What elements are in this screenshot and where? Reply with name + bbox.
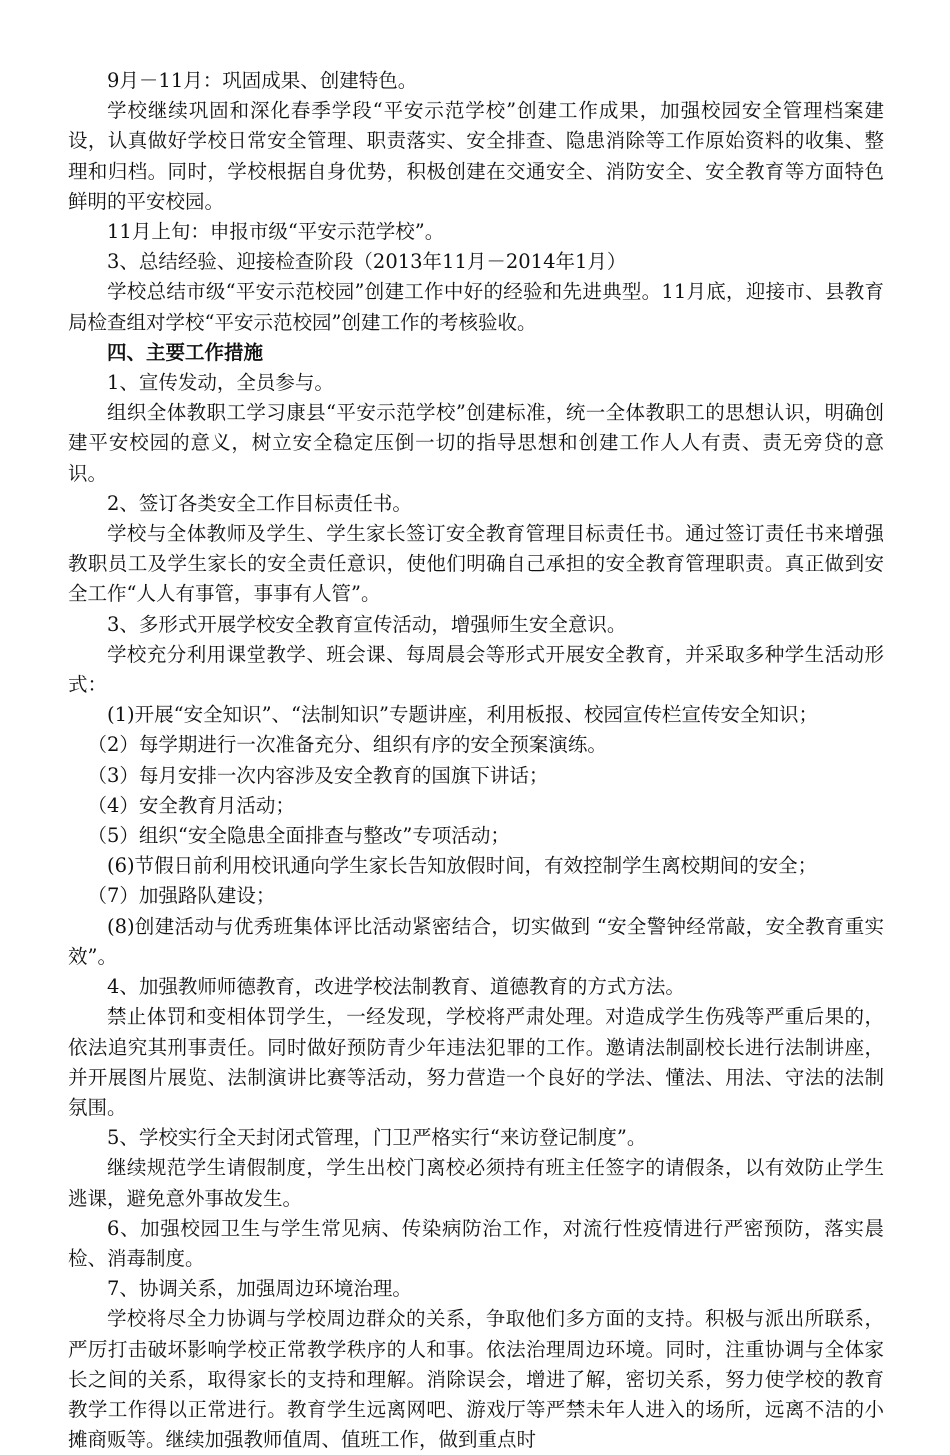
section-heading: 四、主要工作措施 [107,340,264,364]
paragraph: 禁止体罚和变相体罚学生，一经发现，学校将严肃处理。对造成学生伤残等严重后果的，依法追究其刑事责任。同时做好预防青少年违法犯罪的工作。邀请法制副校长进行法制讲座，并开展图片展览、法制演讲比赛等活动，努力营造一个良好的学法、懂法、用法、守法的法制氛围。 [68,1005,884,1119]
list-item: (8)创建活动与优秀班集体评比活动紧密结合，切实做到 “安全警钟经常敲，安全教育重实效”。 [68,914,884,968]
paragraph: 6、加强校园卫生与学生常见病、传染病防治工作，对流行性疫情进行严密预防，落实晨检、消毒制度。 [68,1216,884,1270]
list-item: (6)节假日前利用校讯通向学生家长告知放假时间，有效控制学生离校期间的安全； [107,854,818,878]
paragraph: 学校与全体教师及学生、学生家长签订安全教育管理目标责任书。通过签订责任书来增强教职员工及学生家长的安全责任意识，使他们明确自己承担的安全教育管理职责。真正做到安全工作“人人有事管，事事有人管”。 [68,522,884,606]
paragraph: 5、学校实行全天封闭式管理，门卫严格实行“来访登记制度”。 [107,1126,647,1150]
paragraph: 学校总结市级“平安示范校园”创建工作中好的经验和先进典型。11月底，迎接市、县教育局检查组对学校“平安示范校园”创建工作的考核验收。 [68,280,884,334]
list-item: （2）每学期进行一次准备充分、组织有序的安全预案演练。 [87,733,607,757]
paragraph: 7、协调关系，加强周边环境治理。 [107,1277,412,1301]
paragraph: 3、多形式开展学校安全教育宣传活动，增强师生安全意识。 [107,612,627,636]
paragraph: 组织全体教职工学习康县“平安示范学校”创建标准，统一全体教职工的思想认识，明确创建平安校园的意义，树立安全稳定压倒一切的指导思想和创建工作人人有责、责无旁贷的意识。 [68,401,884,485]
paragraph: 4、加强教师师德教育，改进学校法制教育、道德教育的方式方法。 [107,975,685,999]
list-item: （7）加强路队建设； [87,884,276,908]
paragraph: 学校将尽全力协调与学校周边群众的关系，争取他们多方面的支持。积极与派出所联系，严厉打击破坏影响学校正常教学秩序的人和事。依法治理周边环境。同时，注重协调与全体家长之间的关系，取得家长的支持和理解。消除误会，增进了解，密切关系，努力使学校的教育教学工作得以正常进行。教育学生远离网吧、游戏厅等严禁未年人进入的场所，远离不洁的小摊商贩等。继续加强教师值周、值班工作，做到重点时 [68,1307,884,1452]
paragraph: 11月上旬：申报市级“平安示范学校”。 [107,220,445,244]
paragraph: 继续规范学生请假制度，学生出校门离校必须持有班主任签字的请假条，以有效防止学生逃课，避免意外事故发生。 [68,1156,884,1210]
paragraph: 3、总结经验、迎接检查阶段（2013年11月－2014年1月） [107,250,627,274]
list-item: （3）每月安排一次内容涉及安全教育的国旗下讲话； [87,763,549,787]
list-item: （4）安全教育月活动； [87,793,295,817]
list-item: (1)开展“安全知识”、“法制知识”专题讲座，利用板报、校园宣传栏宣传安全知识； [107,703,818,727]
paragraph: 学校继续巩固和深化春季学段“平安示范学校”创建工作成果，加强校园安全管理档案建设，认真做好学校日常安全管理、职责落实、安全排查、隐患消除等工作原始资料的收集、整理和归档。同时，学校根据自身优势，积极创建在交通安全、消防安全、安全教育等方面特色鲜明的平安校园。 [68,99,884,213]
paragraph: 2、签订各类安全工作目标责任书。 [107,491,412,515]
paragraph: 学校充分利用课堂教学、班会课、每周晨会等形式开展安全教育，并采取多种学生活动形式： [68,642,884,697]
list-item: （5）组织“安全隐患全面排查与整改”专项活动； [87,824,510,848]
paragraph: 1、宣传发动，全员参与。 [107,371,334,395]
paragraph: 9月－11月：巩固成果、创建特色。 [107,69,418,92]
